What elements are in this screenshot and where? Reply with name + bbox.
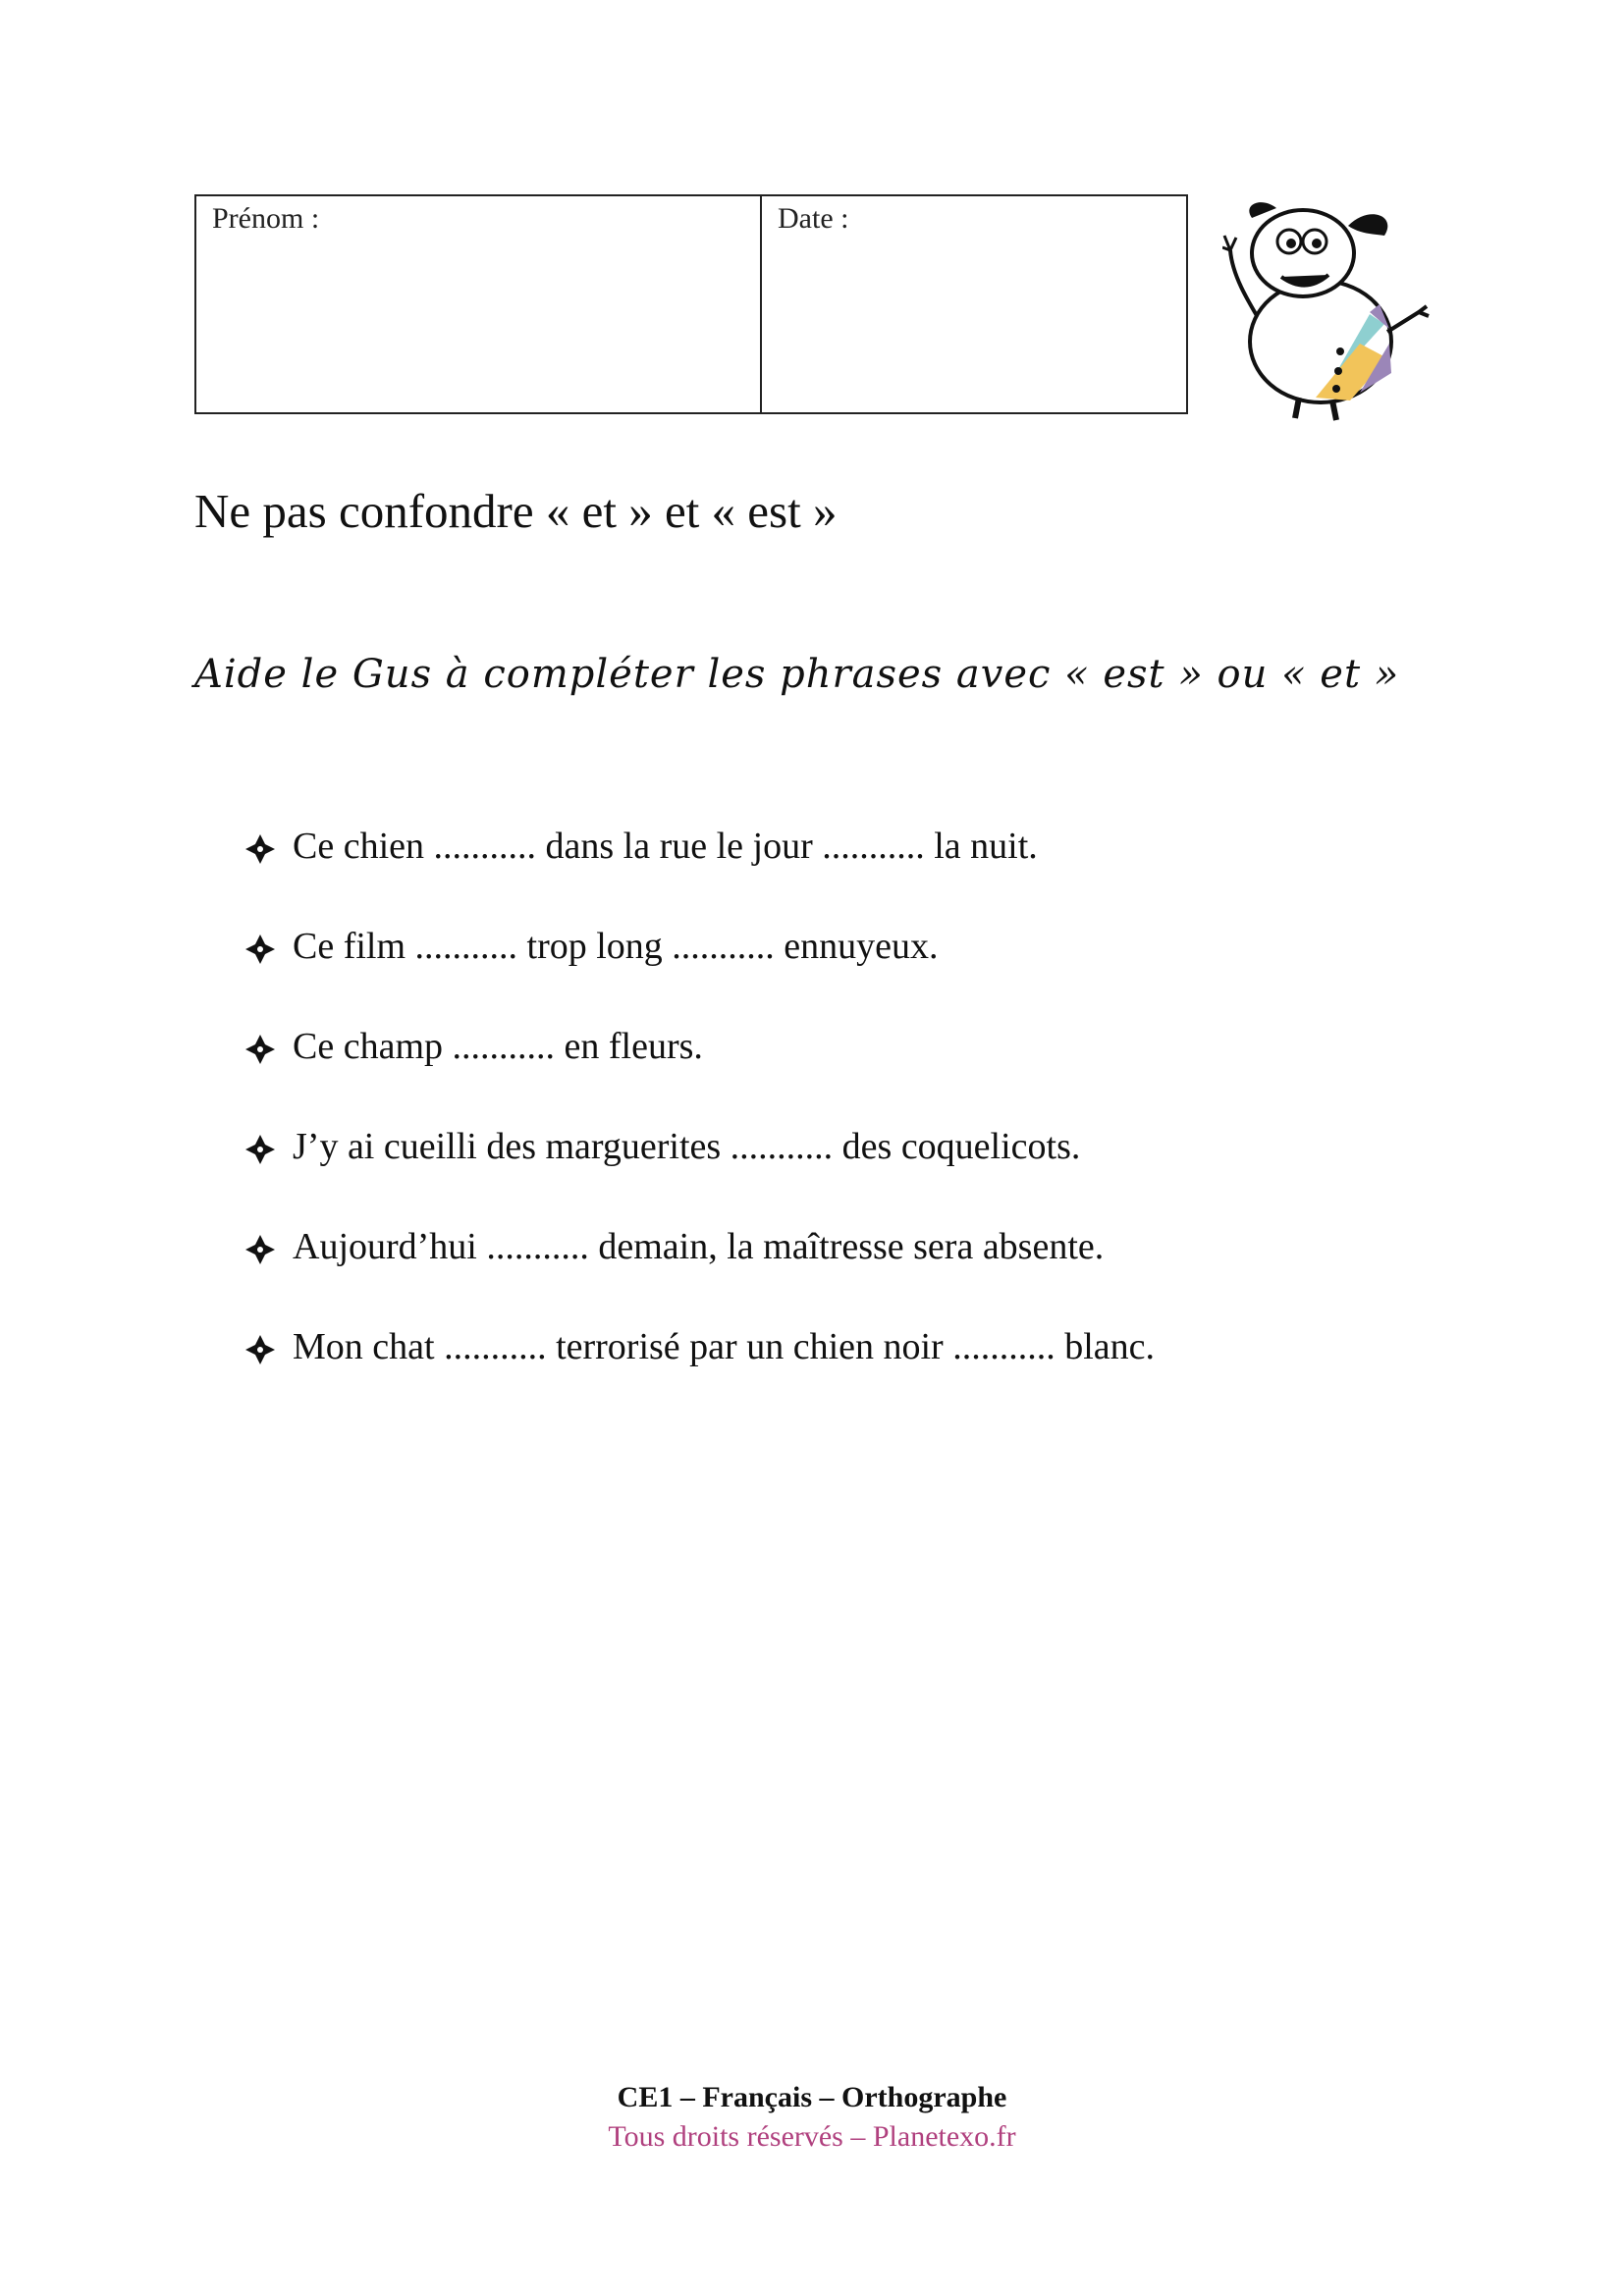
diamond-bullet-icon [244,1133,277,1166]
list-item [244,1125,1155,1225]
name-label: Prénom : [212,202,320,235]
list-item [244,1025,1155,1125]
sentence-text[interactable]: Ce chien ........... dans la rue le jour ........... la nuit. [293,826,1038,867]
sentence-text[interactable]: Ce champ ........... en fleurs. [293,1026,703,1067]
diamond-bullet-icon [244,1233,277,1266]
list-item [244,825,1155,925]
list-item [244,925,1155,1025]
footer-subject: CE1 – Français – Orthographe [617,2081,1007,2113]
list-item [244,1225,1155,1325]
sentence-list [244,825,1155,1425]
diamond-bullet-icon [244,1333,277,1366]
footer-copyright: Tous droits réservés – Planetexo.fr [608,2120,1016,2153]
list-item [244,1325,1155,1425]
diamond-bullet-icon [244,832,277,866]
page-title: Ne pas confondre « et » et « est » [194,484,838,538]
date-label: Date : [778,202,849,235]
date-cell[interactable] [762,196,1186,412]
sentence-text[interactable]: Ce film ........... trop long ........... ennuyeux. [293,926,939,967]
diamond-bullet-icon [244,933,277,966]
name-cell[interactable] [196,196,762,412]
gus-mascot-illustration [1222,196,1434,422]
student-info-table [194,194,1188,414]
diamond-bullet-icon [244,1033,277,1066]
sentence-text[interactable]: Aujourd’hui ........... demain, la maîtresse sera absente. [293,1226,1105,1267]
sentence-text[interactable]: Mon chat ........... terrorisé par un chien noir ........... blanc. [293,1326,1155,1367]
sentence-text[interactable]: J’y ai cueilli des marguerites ........... des coquelicots. [293,1126,1081,1167]
exercise-instruction: Aide le Gus à compléter les phrases avec « est » ou « et » [194,652,1400,697]
